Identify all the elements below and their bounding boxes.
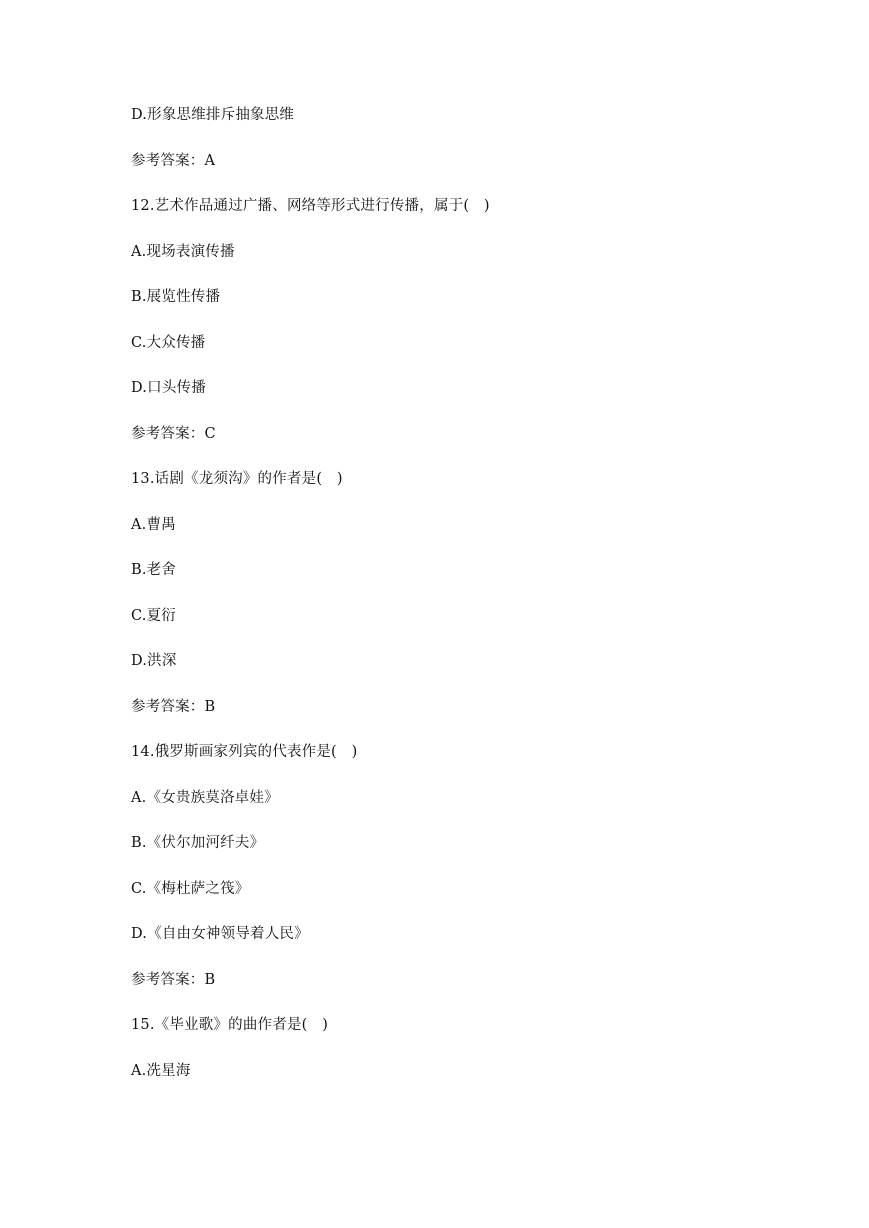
option-d-q11: D.形象思维排斥抽象思维 <box>131 107 295 123</box>
question-13: 13.话剧《龙须沟》的作者是( ) <box>131 471 343 487</box>
option-a-q13: A.曹禺 <box>131 517 176 533</box>
option-d-q12: D.口头传播 <box>131 380 206 396</box>
option-c-q14: C.《梅杜萨之筏》 <box>131 881 250 897</box>
option-c-q12: C.大众传播 <box>131 335 206 351</box>
option-c-q13: C.夏衍 <box>131 608 176 624</box>
option-b-q14: B.《伏尔加河纤夫》 <box>131 835 265 851</box>
answer-q11: 参考答案：A <box>131 153 216 169</box>
answer-q13: 参考答案：B <box>131 699 216 715</box>
answer-q14: 参考答案：B <box>131 972 216 988</box>
question-12: 12.艺术作品通过广播、网络等形式进行传播，属于( ) <box>131 198 490 214</box>
question-15: 15.《毕业歌》的曲作者是( ) <box>131 1017 329 1033</box>
option-d-q13: D.洪深 <box>131 653 177 669</box>
option-a-q15: A.冼星海 <box>131 1063 191 1079</box>
option-b-q12: B.展览性传播 <box>131 289 221 305</box>
answer-q12: 参考答案：C <box>131 426 216 442</box>
question-14: 14.俄罗斯画家列宾的代表作是( ) <box>131 744 358 760</box>
option-a-q12: A.现场表演传播 <box>131 244 235 260</box>
option-d-q14: D.《自由女神领导着人民》 <box>131 926 309 942</box>
option-b-q13: B.老舍 <box>131 562 177 578</box>
option-a-q14: A.《女贵族莫洛卓娃》 <box>131 790 279 806</box>
